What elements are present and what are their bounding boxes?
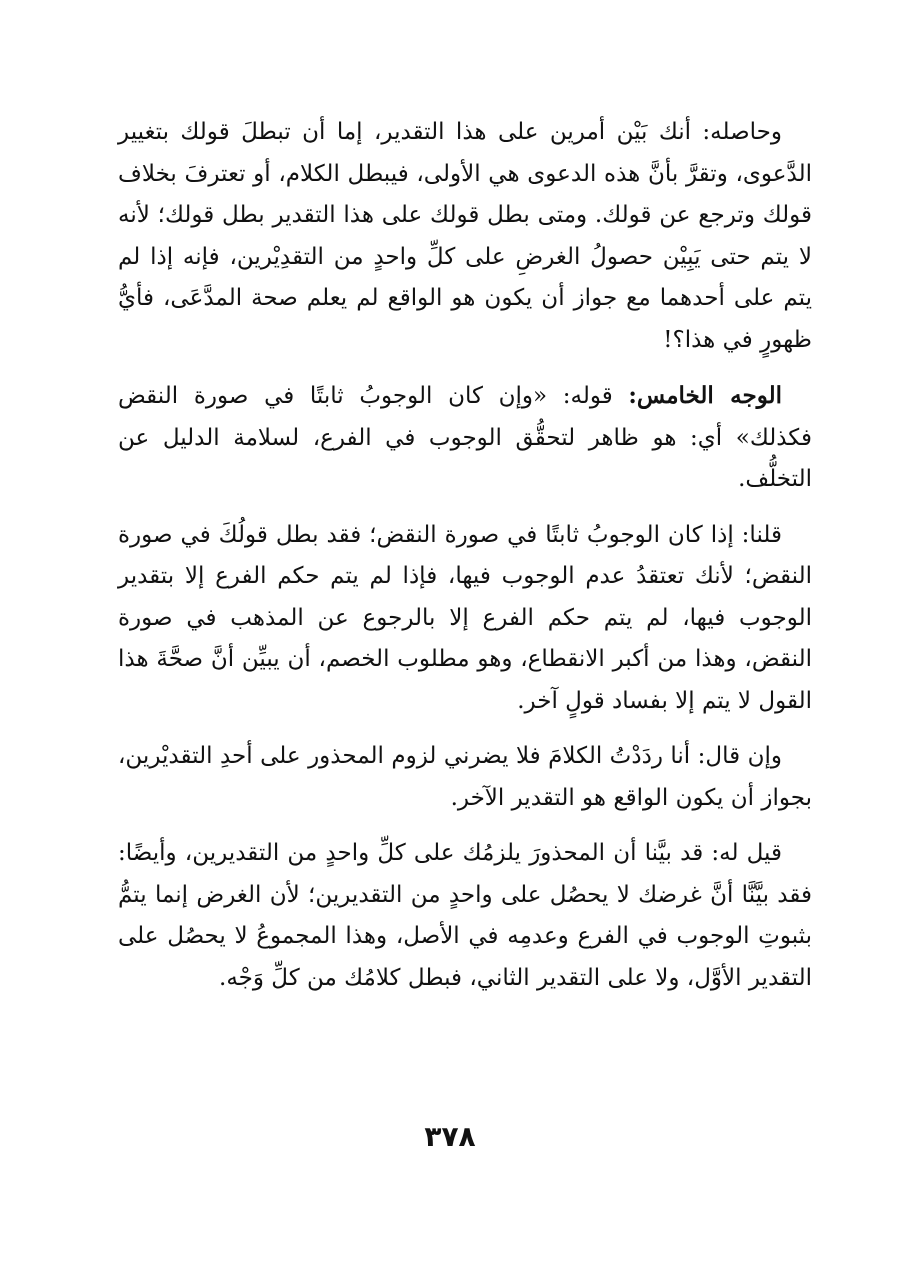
paragraph-4 <box>118 736 812 819</box>
paragraph-2 <box>118 375 812 501</box>
paragraph-3-text: قلنا: إذا كان الوجوبُ ثابتًا في صورة النقض؛ فقد بطل قولُكَ في صورة النقض؛ لأنك تعتقدُ عدم الوجوب فيها، فإذا لم يتم حكم الفرع إلا بتقدير الوجوب فيها، لم يتم حكم الفرع إلا بالرجوع عن المذهب في صورة النقض، وهذا من أكبر الانقطاع، وهو مطلوب الخصم، أن يبيِّن أنَّ صحَّةَ هذا القول لا يتم إلا بفساد قولٍ آخر. <box>118 521 812 714</box>
paragraph-1 <box>118 112 812 361</box>
paragraph-3 <box>118 515 812 723</box>
paragraph-5-text: قيل له: قد بيَّنا أن المحذورَ يلزمُك على كلِّ واحدٍ من التقديرين، وأيضًا: فقد بيَّنَّا أنَّ غرضك لا يحصُل على واحدٍ من التقديرين؛ لأن الغرض إنما يتمُّ بثبوتِ الوجوب في الفرع وعدمِه في الأصل، وهذا المجموعُ لا يحصُل على التقدير الأوَّل، ولا على التقدير الثاني، فبطل كلامُك من كلِّ وَجْه. <box>118 840 812 991</box>
paragraph-2-heading: الوجه الخامس: <box>628 382 782 409</box>
paragraph-5 <box>118 833 812 999</box>
paragraph-1-text: وحاصله: أنك بَيْن أمرين على هذا التقدير، إما أن تبطلَ قولك بتغيير الدَّعوى، وتقرَّ بأنَّ هذه الدعوى هي الأولى، فيبطل الكلام، أو تعترفَ بخلاف قولك وترجع عن قولك. ومتى بطل قولك على هذا التقدير بطل قولك؛ لأنه لا يتم حتى يَبِيْن حصولُ الغرضِ على كلِّ واحدٍ من التقدِيْرين، فإنه إذا لم يتم على أحدهما مع جواز أن يكون هو الواقع لم يعلم صحة المدَّعَى، فأيُّ ظهورٍ في هذا؟! <box>118 119 812 353</box>
paragraph-4-text: وإن قال: أنا ردَدْتُ الكلامَ فلا يضرني لزوم المحذور على أحدِ التقديْرين، بجواز أن يكون الواقع هو التقدير الآخر. <box>118 743 812 811</box>
page-body <box>118 112 812 1013</box>
page-number: ٣٧٨ <box>424 1120 476 1153</box>
paragraph-2-text: قوله: «وإن كان الوجوبُ ثابتًا في صورة النقض فكذلك» أي: هو ظاهر لتحقُّق الوجوب في الفرع، لسلامة الدليل عن التخلُّف. <box>118 383 812 492</box>
